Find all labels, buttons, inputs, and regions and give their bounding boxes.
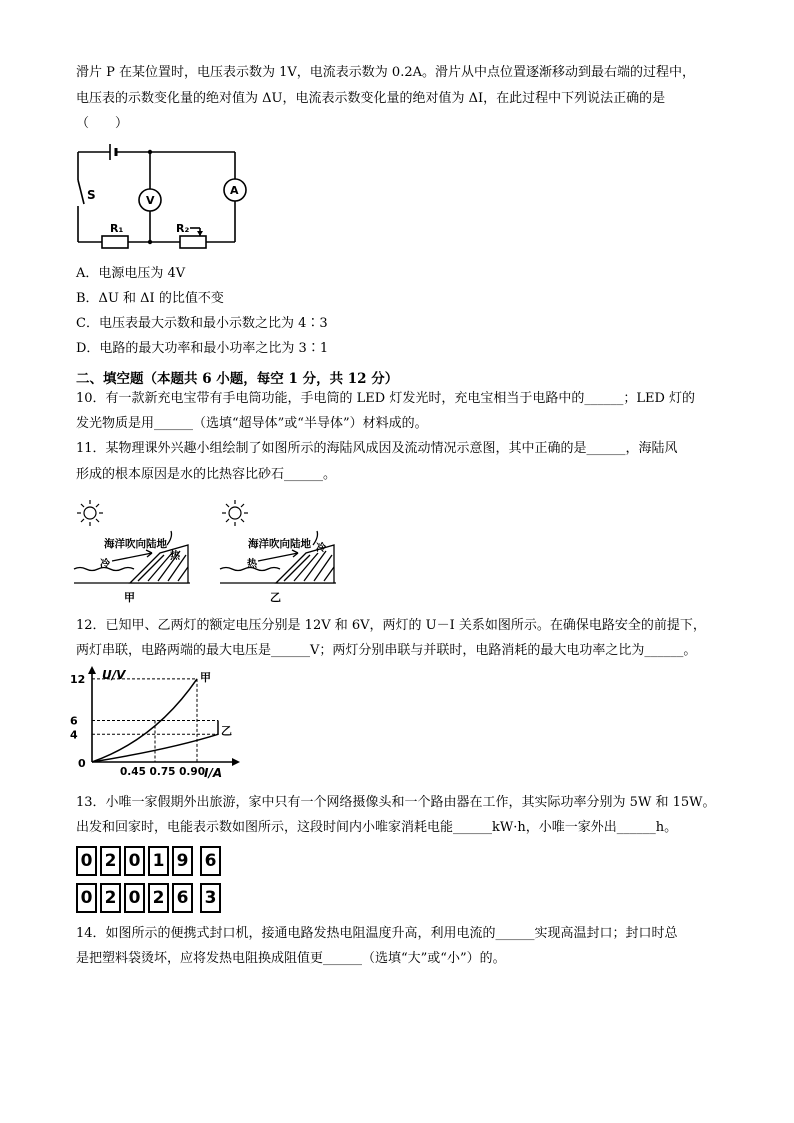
meter-digit: 0: [76, 846, 97, 876]
q13-text-line1: 13．小唯一家假期外出旅游，家中只有一个网络摄像头和一个路由器在工作，其实际功率分别为 5W 和 15W。: [76, 795, 716, 810]
q9-option-b: B．ΔU 和 ΔI 的比值不变: [76, 291, 224, 306]
q9-option-a: A．电源电压为 4V: [76, 266, 186, 281]
r1-label: R₁: [110, 222, 124, 235]
sun-icon-left: [77, 500, 103, 526]
y-axis-label: U/V: [102, 668, 126, 682]
meter-digit: 0: [76, 883, 97, 913]
series-label-yi: 乙: [221, 724, 232, 738]
left-banner: 海洋吹向陆地: [104, 538, 167, 550]
meter-digit: 9: [172, 846, 193, 876]
meter-digit-decimal: 3: [200, 883, 221, 913]
q12-text-line1: 12．已知甲、乙两灯的额定电压分别是 12V 和 6V，两灯的 U－I 关系如图所示。在确保电路安全的前提下，: [76, 618, 706, 633]
meter-digit: 0: [124, 846, 145, 876]
series-label-jia: 甲: [200, 670, 211, 684]
right-hot-label: 热: [247, 559, 257, 570]
left-hot-label: 热: [170, 551, 180, 562]
switch-label: S: [87, 188, 96, 202]
q9-text-line2: 电压表的示数变化量的绝对值为 ΔU，电流表示数变化量的绝对值为 ΔI，在此过程中下列说法正确的是: [76, 91, 666, 106]
y-tick-label: 12: [70, 672, 86, 686]
meter-digit: 1: [148, 846, 169, 876]
right-banner: 海洋吹向陆地: [248, 538, 311, 550]
q14-text-line2: 是把塑料袋烫坏，应将发热电阻换成阻值更______（选填“大”或“小”）的。: [76, 951, 506, 966]
x-tick-labels: 0.45 0.75 0.90: [120, 766, 206, 778]
sea-land-breeze-figure: [72, 495, 372, 607]
q14-text-line1: 14．如图所示的便携式封口机，接通电路发热电阻温度升高，利用电流的______实现高温封口；封口时总: [76, 926, 678, 941]
q9-option-d: D．电路的最大功率和最小功率之比为 3∶1: [76, 341, 329, 356]
meter-reading-departure: [76, 846, 224, 876]
sun-icon-right: [222, 500, 248, 526]
x-axis-label: I/A: [204, 766, 223, 780]
y-tick-label: 6: [70, 714, 78, 728]
q9-text-line1: 滑片 P 在某位置时，电压表示数为 1V，电流表示数为 0.2A。滑片从中点位置逐渐移动到最右端的过程中，: [76, 65, 695, 80]
y-tick-label: 4: [70, 728, 78, 742]
circuit-diagram: [72, 142, 247, 250]
left-caption: 甲: [124, 591, 135, 604]
q9-option-c: C．电压表最大示数和最小示数之比为 4∶3: [76, 316, 328, 331]
q11-text-line2: 形成的根本原因是水的比热容比砂石______。: [76, 467, 337, 482]
q11-text-line1: 11．某物理课外兴趣小组绘制了如图所示的海陆风成因及流动情况示意图，其中正确的是______，海陆风: [76, 441, 678, 456]
right-caption: 乙: [270, 591, 281, 604]
voltmeter-label: V: [146, 194, 155, 207]
meter-reading-return: [76, 883, 224, 913]
left-cold-label: 冷: [100, 559, 110, 570]
section-heading-fill-blank: 二、填空题（本题共 6 小题，每空 1 分，共 12 分）: [76, 371, 399, 387]
r2-label: R₂: [176, 222, 190, 235]
ammeter-label: A: [230, 184, 239, 197]
origin-label: 0: [78, 757, 86, 770]
q12-text-line2: 两灯串联，电路两端的最大电压是______V；两灯分别串联与并联时，电路消耗的最大电功率之比为______。: [76, 643, 697, 658]
meter-digit: 2: [100, 846, 121, 876]
q9-text-line3: （ ）: [76, 116, 129, 131]
meter-digit: 0: [124, 883, 145, 913]
y-axis-arrow: [88, 666, 96, 674]
x-axis-arrow: [232, 758, 240, 766]
q10-text-line1: 10．有一款新充电宝带有手电筒功能，手电筒的 LED 灯发光时，充电宝相当于电路中的______；LED 灯的: [76, 391, 696, 406]
right-cold-label: 冷: [316, 543, 326, 554]
u-i-chart: [64, 664, 264, 782]
meter-digit: 2: [148, 883, 169, 913]
q10-text-line2: 发光物质是用______（选填“超导体”或“半导体”）材料成的。: [76, 416, 428, 431]
meter-digit: 6: [172, 883, 193, 913]
meter-digit: 2: [100, 883, 121, 913]
meter-digit-decimal: 6: [200, 846, 221, 876]
q13-text-line2: 出发和回家时，电能表示数如图所示，这段时间内小唯家消耗电能______kW·h，小唯一家外出______h。: [76, 820, 678, 835]
